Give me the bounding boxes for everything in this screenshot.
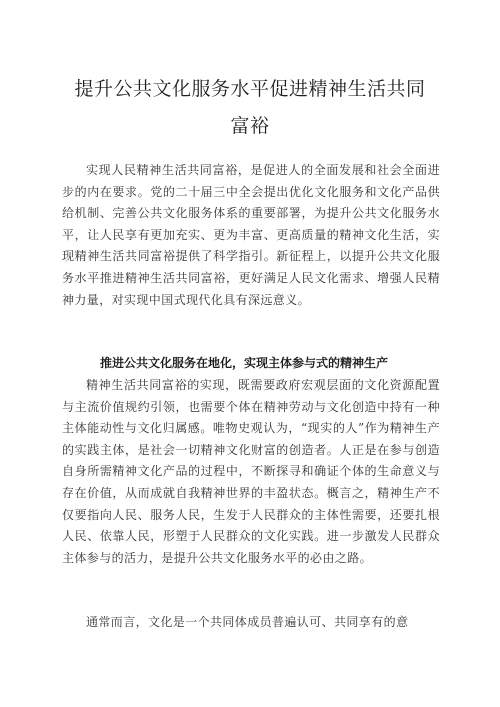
paragraph-3-block bbox=[62, 612, 440, 634]
paragraph-1-block bbox=[62, 160, 440, 311]
document-title-line-2: 富裕 bbox=[230, 115, 270, 137]
paragraph-1: 实现人民精神生活共同富裕，是促进人的全面发展和社会全面进步的内在要求。党的二十届三中全会提出优化文化服务和文化产品供给机制、完善公共文化服务体系的重要部署，为提升公共文化服务水平，让人民享有更加充实、更为丰富、更高质量的精神文化生活，实现精神生活共同富裕提供了科学指引。新征程上，以提升公共文化服务水平推进精神生活共同富裕，更好满足人民文化需求、增强人民精神力量，对实现中国式现代化具有深远意义。 bbox=[62, 163, 440, 307]
paragraph-2-block bbox=[62, 375, 440, 569]
document-title-line-1: 提升公共文化服务水平促进精神生活共同 bbox=[74, 78, 426, 100]
paragraph-3: 通常而言，文化是一个共同体成员普遍认可、共同享有的意 bbox=[86, 615, 409, 629]
paragraph-2: 精神生活共同富裕的实现，既需要政府宏观层面的文化资源配置与主流价值规约引领，也需要个体在精神劳动与文化创造中持有一种主体能动性与文化归属感。唯物史观认为，“现实的人”作为精神生产的实践主体，是社会一切精神文化财富的创造者。人正是在参与创造自身所需精神文化产品的过程中，不断探寻和确证个体的生命意义与存在价值，从而成就自我精神世界的丰盈状态。概言之，精神生产不仅要指向人民、服务人民，生发于人民群众的主体性需要，还要扎根人民、依靠人民，形塑于人民群众的文化实践。进一步激发人民群众主体参与的活力，是提升公共文化服务水平的必由之路。 bbox=[62, 378, 440, 565]
section-heading-1: 推进公共文化服务在地化，实现主体参与式的精神生产 bbox=[100, 356, 389, 370]
